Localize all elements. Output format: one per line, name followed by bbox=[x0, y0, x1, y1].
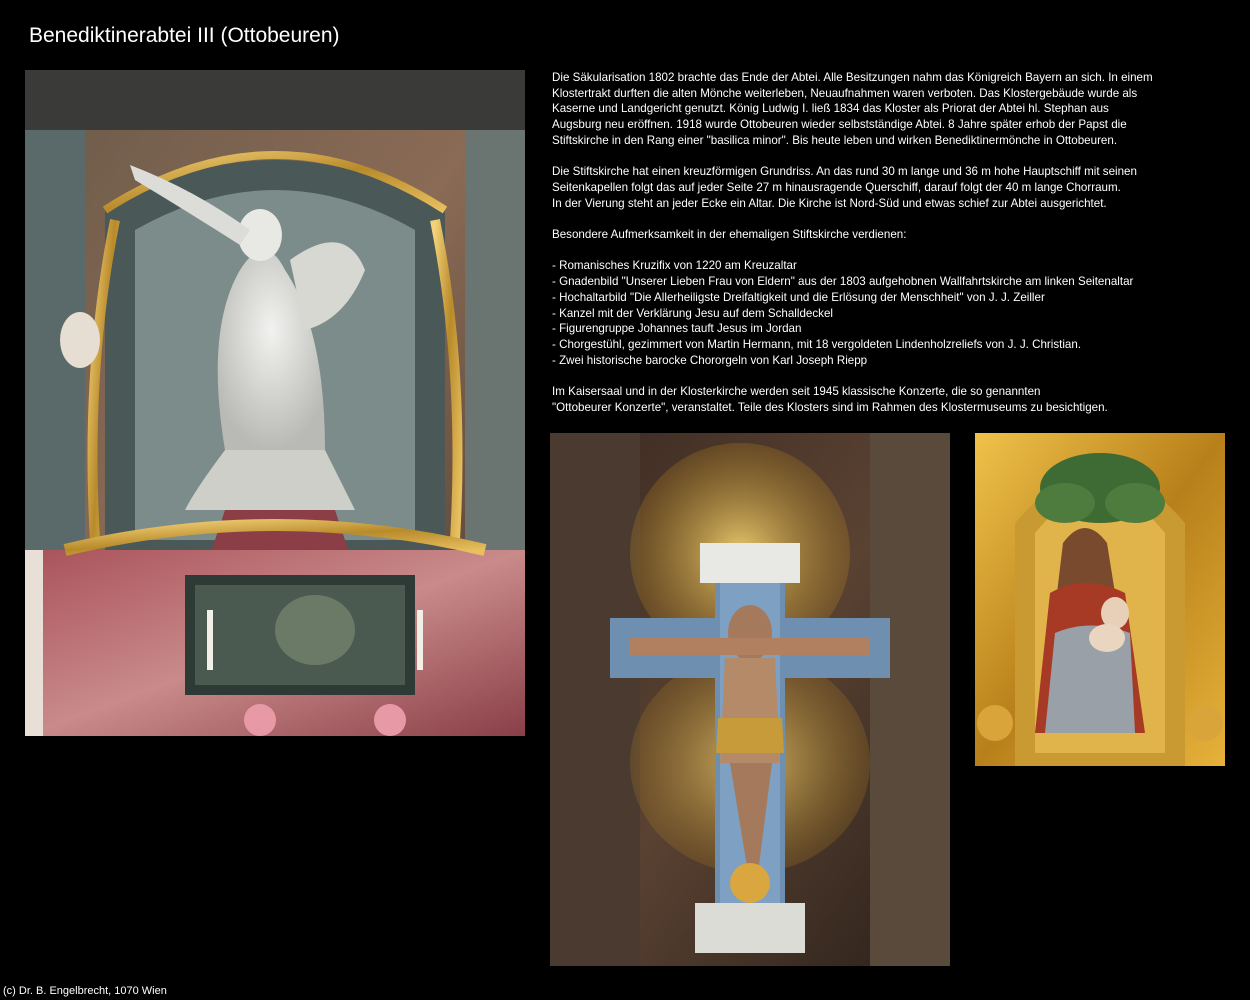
list-item: - Chorgestühl, gezimmert von Martin Hermann, mit 18 vergoldeten Lindenholzreliefs von J. J. Christian. bbox=[552, 337, 1082, 351]
text-line: Klostertrakt durften die alten Mönche weiterleben, Neuaufnahmen waren verboten. Das Klostergebäude wurde als bbox=[552, 86, 1138, 100]
text-line: Stiftskirche in den Rang einer "basilica minor". Bis heute leben und wirken Benediktinermönche in Ottobeuren. bbox=[552, 133, 1118, 147]
list-item: - Romanisches Kruzifix von 1220 am Kreuzaltar bbox=[552, 259, 797, 273]
text-line: Die Säkularisation 1802 brachte das Ende der Abtei. Alle Besitzungen nahm das Königreich Bayern an sich. In einem bbox=[552, 71, 1153, 84]
list-item: - Hochaltarbild "Die Allerheiligste Dreifaltigkeit und die Erlösung der Menschheit" von J. J. Zeiller bbox=[552, 290, 1045, 304]
paragraph-history bbox=[552, 70, 1232, 149]
text-line: Besondere Aufmerksamkeit in der ehemaligen Stiftskirche verdienen: bbox=[552, 228, 907, 241]
highlights-list bbox=[552, 258, 1232, 368]
page-title: Benediktinerabtei III (Ottobeuren) bbox=[29, 24, 340, 47]
list-item: - Kanzel mit der Verklärung Jesu auf dem Schalldeckel bbox=[552, 306, 833, 320]
text-line: Augsburg neu eröffnen. 1918 wurde Ottobeuren wieder selbstständige Abtei. 8 Jahre später erhob der Papst die bbox=[552, 118, 1127, 132]
text-line: Seitenkapellen folgt das auf jeder Seite 27 m hinausragende Querschiff, darauf folgt der 40 m lange Chorraum. bbox=[552, 180, 1121, 194]
copyright-footer: (c) Dr. B. Engelbrecht, 1070 Wien bbox=[3, 985, 167, 997]
list-item: - Figurengruppe Johannes tauft Jesus im Jordan bbox=[552, 322, 802, 336]
text-line: Kaserne und Landgericht genutzt. König Ludwig I. ließ 1834 das Kloster als Priorat der Abtei hl. Stephan aus bbox=[552, 102, 1109, 116]
paragraph-architecture bbox=[552, 164, 1232, 211]
madonna-photo bbox=[975, 433, 1225, 766]
text-line: In der Vierung steht an jeder Ecke ein Altar. Die Kirche ist Nord-Süd und etwas schief zur Abtei ausgerichtet. bbox=[552, 196, 1107, 210]
crucifix-photo bbox=[550, 433, 950, 966]
description-text bbox=[552, 70, 1232, 431]
paragraph-highlights-intro bbox=[552, 227, 1232, 243]
text-line: "Ottobeurer Konzerte", veranstaltet. Teile des Klosters sind im Rahmen des Klostermuseums zu besichtigen. bbox=[552, 400, 1108, 414]
list-item: - Gnadenbild "Unserer Lieben Frau von Eldern" aus der 1803 aufgehobnen Wallfahrtskirche am linken Seitenaltar bbox=[552, 275, 1134, 289]
text-line: Die Stiftskirche hat einen kreuzförmigen Grundriss. An das rund 30 m lange und 36 m hohe Hauptschiff mit seinen bbox=[552, 165, 1137, 179]
list-item: - Zwei historische barocke Chororgeln von Karl Joseph Riepp bbox=[552, 353, 868, 367]
altar-angel-photo bbox=[25, 70, 525, 736]
text-line: Im Kaisersaal und in der Klosterkirche werden seit 1945 klassische Konzerte, die so genannten bbox=[552, 385, 1041, 398]
paragraph-concerts bbox=[552, 384, 1232, 415]
